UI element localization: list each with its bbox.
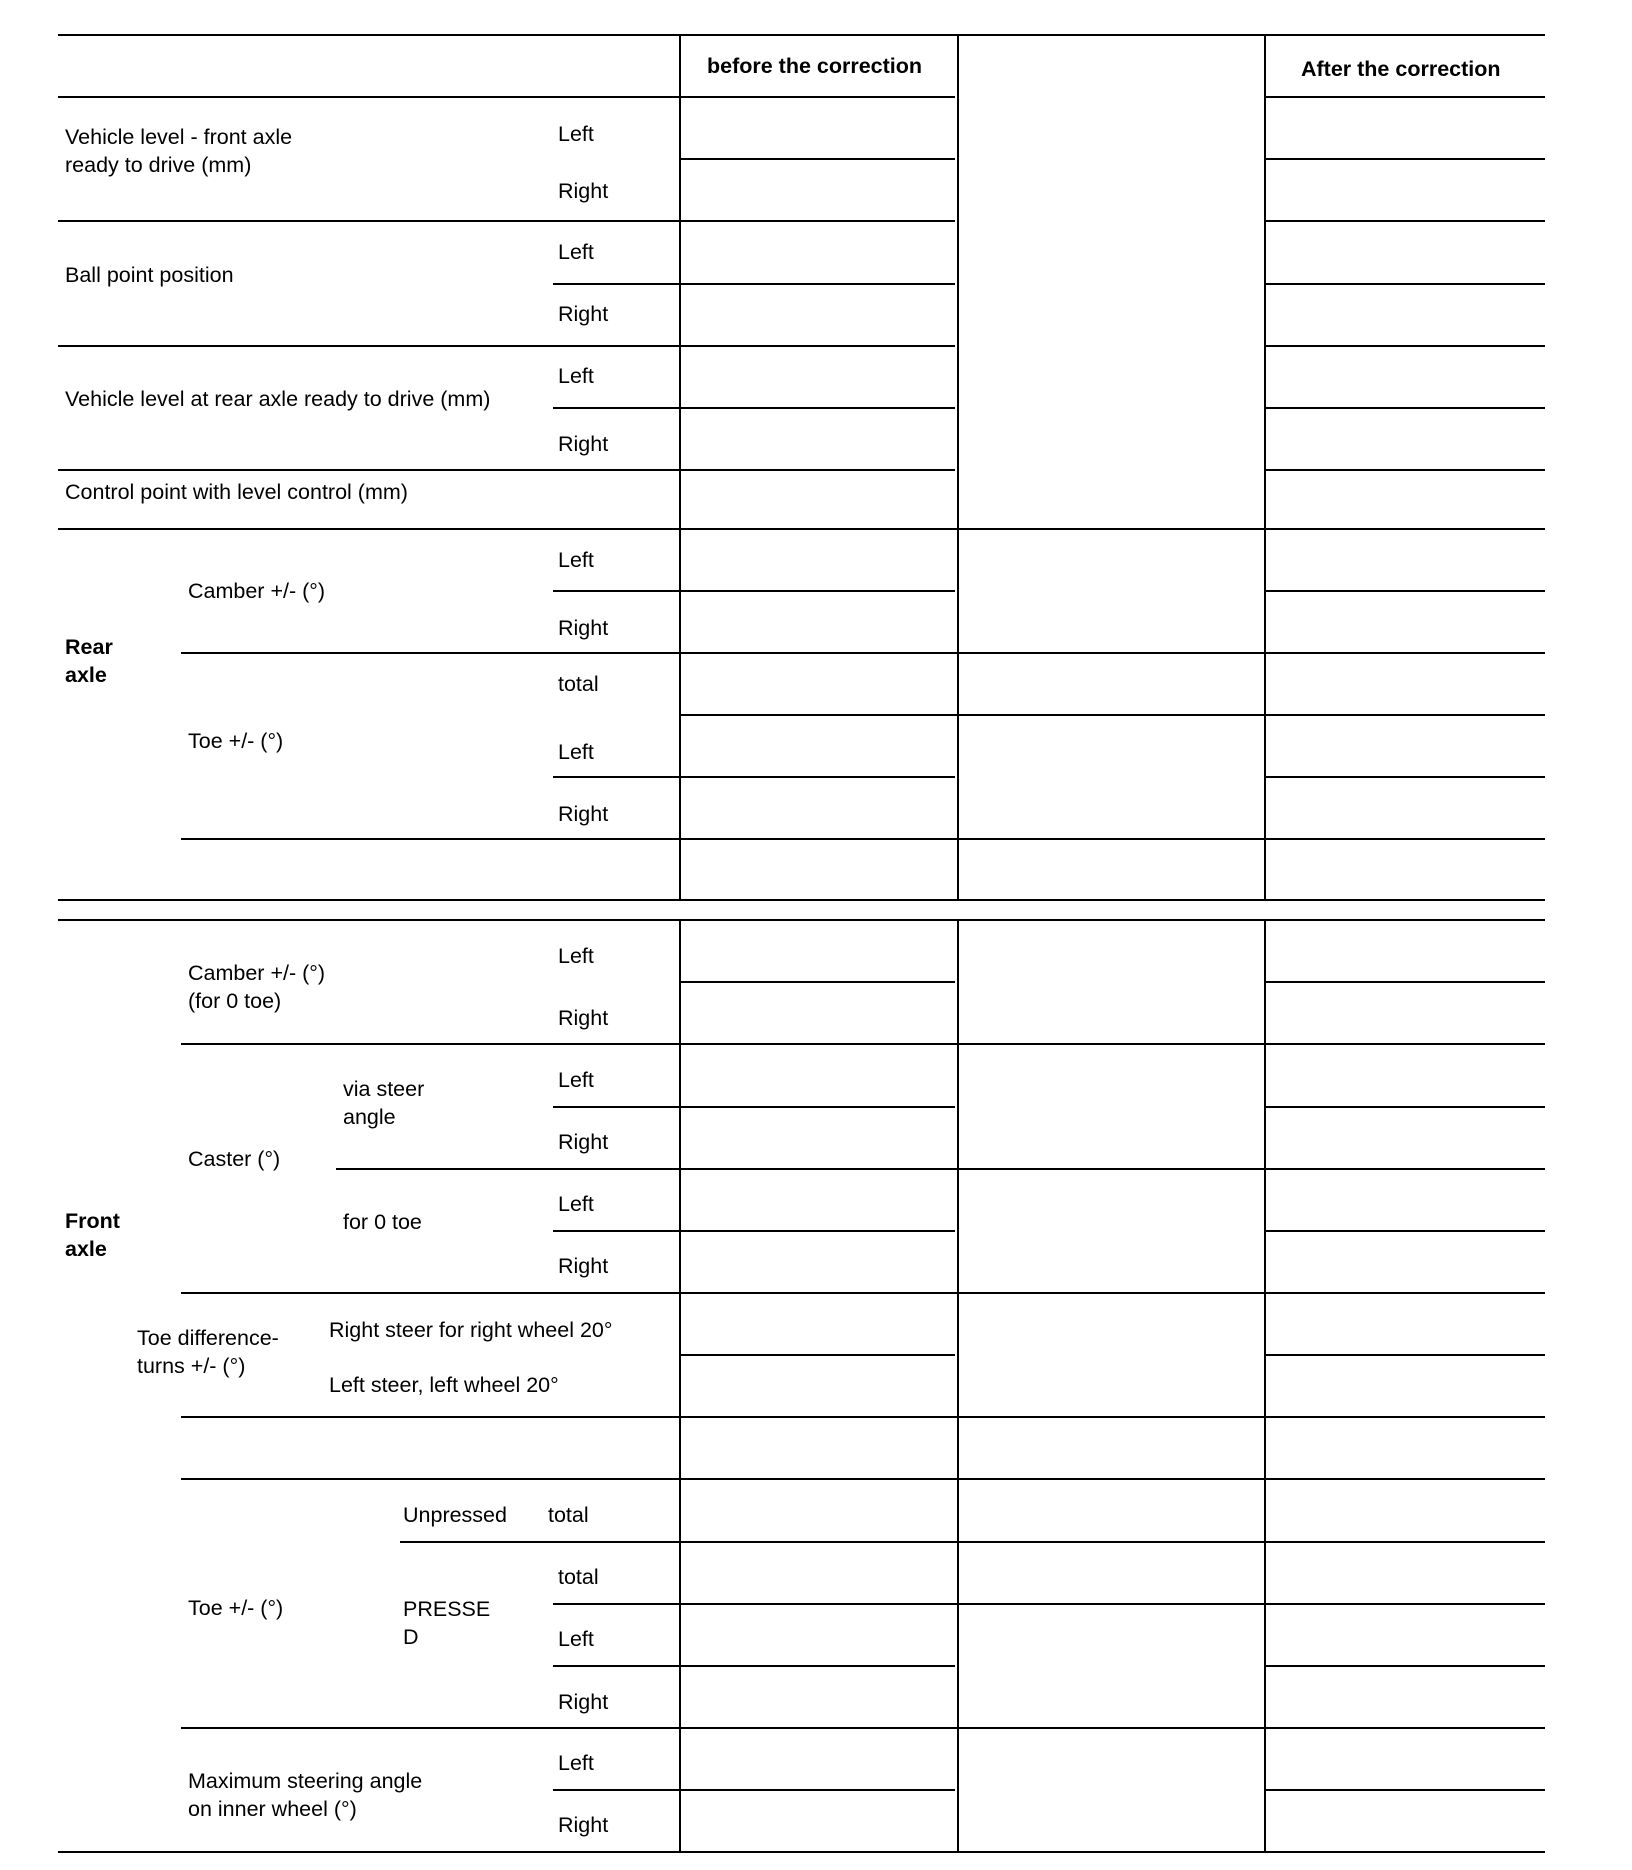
side-right-label: Right: [558, 1130, 609, 1154]
row-divider: [553, 1230, 955, 1232]
row-divider: [553, 1603, 1545, 1605]
row-divider: [553, 776, 955, 778]
row-divider: [1265, 1230, 1545, 1232]
column-divider: [679, 919, 681, 1852]
front-axle-label: Front axle: [65, 1209, 120, 1261]
side-total-label: total: [558, 672, 599, 696]
row-divider: [553, 1106, 955, 1108]
ball-point-position-label: Ball point position: [65, 263, 234, 287]
header-after-correction: After the correction: [1301, 57, 1501, 81]
row-divider: [1265, 1106, 1545, 1108]
header-bottom-border-after: [1265, 96, 1545, 98]
side-left-label: Left: [558, 740, 594, 764]
side-right-label: Right: [558, 1006, 609, 1030]
rear-camber-label: Camber +/- (°): [188, 579, 326, 603]
row-divider: [181, 1727, 1545, 1729]
side-right-label: Right: [558, 432, 609, 456]
column-divider: [679, 34, 681, 900]
right-steer-label: Right steer for right wheel 20°: [329, 1318, 613, 1342]
side-right-label: Right: [558, 179, 609, 203]
side-total-label: total: [548, 1503, 589, 1527]
side-total-label: total: [558, 1565, 599, 1589]
side-left-label: Left: [558, 240, 594, 264]
row-divider: [181, 1043, 1545, 1045]
row-divider: [336, 1168, 1545, 1170]
row-divider: [1265, 1354, 1545, 1356]
row-divider: [1265, 981, 1545, 983]
toe-difference-turns-label: Toe difference- turns +/- (°): [137, 1326, 279, 1378]
side-left-label: Left: [558, 1068, 594, 1092]
side-left-label: Left: [558, 1627, 594, 1651]
row-divider: [181, 652, 1545, 654]
side-right-label: Right: [558, 616, 609, 640]
side-right-label: Right: [558, 1690, 609, 1714]
row-divider: [1265, 776, 1545, 778]
column-divider: [1264, 919, 1266, 1852]
via-steer-angle-label: via steer angle: [343, 1077, 425, 1129]
side-right-label: Right: [558, 802, 609, 826]
row-divider: [680, 981, 955, 983]
side-left-label: Left: [558, 122, 594, 146]
side-right-label: Right: [558, 302, 609, 326]
row-divider: [1265, 345, 1545, 347]
row-divider: [1265, 1789, 1545, 1791]
row-divider: [181, 1416, 1545, 1418]
for-0-toe-label: for 0 toe: [343, 1210, 422, 1234]
row-divider: [1265, 220, 1545, 222]
max-steering-angle-label: Maximum steering angle on inner wheel (°): [188, 1769, 423, 1821]
side-left-label: Left: [558, 1751, 594, 1775]
row-divider: [1265, 283, 1545, 285]
row-divider: [1265, 469, 1545, 471]
rear-axle-label: Rear axle: [65, 635, 113, 687]
row-divider: [553, 407, 955, 409]
row-divider: [181, 1478, 1545, 1480]
header-before-correction: before the correction: [707, 54, 923, 78]
row-divider: [1265, 590, 1545, 592]
control-point-label: Control point with level control (mm): [65, 480, 408, 504]
column-divider: [957, 919, 959, 1852]
row-divider: [58, 528, 1545, 530]
row-divider: [553, 590, 955, 592]
column-divider: [957, 34, 959, 900]
row-divider: [400, 1541, 1545, 1543]
left-steer-label: Left steer, left wheel 20°: [329, 1373, 559, 1397]
vehicle-level-rear-label: Vehicle level at rear axle ready to drive (mm): [65, 387, 491, 411]
table-top-border: [58, 34, 1545, 36]
row-divider: [1265, 407, 1545, 409]
row-divider: [680, 158, 955, 160]
column-divider: [1264, 34, 1266, 900]
row-divider: [58, 345, 955, 347]
front-camber-label: Camber +/- (°) (for 0 toe): [188, 961, 326, 1013]
side-left-label: Left: [558, 548, 594, 572]
front-toe-label: Toe +/- (°): [188, 1596, 284, 1620]
row-divider: [680, 714, 1545, 716]
header-bottom-border: [58, 96, 955, 98]
side-right-label: Right: [558, 1813, 609, 1837]
side-left-label: Left: [558, 944, 594, 968]
vehicle-level-front-label: Vehicle level - front axle ready to drive (mm): [65, 125, 293, 177]
side-left-label: Left: [558, 364, 594, 388]
row-divider: [181, 1292, 1545, 1294]
table-bottom-border: [58, 1851, 1545, 1853]
row-divider: [58, 220, 955, 222]
rear-toe-label: Toe +/- (°): [188, 729, 284, 753]
row-divider: [1265, 1665, 1545, 1667]
pressed-label: PRESSE D: [403, 1597, 491, 1649]
caster-label: Caster (°): [188, 1147, 281, 1171]
front-axle-top-border: [58, 919, 1545, 921]
row-divider: [680, 1354, 955, 1356]
unpressed-label: Unpressed: [403, 1503, 507, 1527]
row-divider: [553, 1789, 955, 1791]
side-left-label: Left: [558, 1192, 594, 1216]
rear-axle-bottom-border: [58, 899, 1545, 901]
row-divider: [58, 469, 955, 471]
side-right-label: Right: [558, 1254, 609, 1278]
row-divider: [181, 838, 1545, 840]
row-divider: [553, 283, 955, 285]
row-divider: [553, 1665, 955, 1667]
row-divider: [1265, 158, 1545, 160]
